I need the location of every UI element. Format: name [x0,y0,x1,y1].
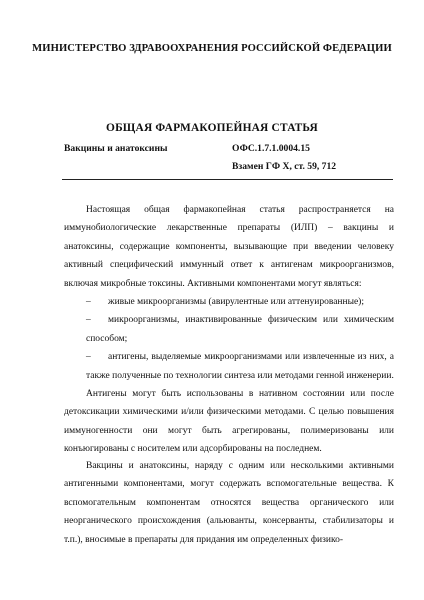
list-dash: – [86,352,91,363]
list-item-text: антигены, выделяемые микроорганизмами или извлеченные из них, а также полученные по технологии синтеза или методами генной инженерии. [86,352,394,381]
ministry-heading: МИНИСТЕРСТВО ЗДРАВООХРАНЕНИЯ РОССИЙСКОЙ ФЕДЕРАЦИИ [32,43,392,54]
header-divider [62,179,393,180]
replaces-note: Взамен ГФ X, ст. 59, 712 [232,161,337,172]
excipients-section [64,457,394,549]
intro-section [64,201,394,385]
list-item-text: живые микроорганизмы (авирулентные или аттенуированные); [108,297,364,308]
list-dash: – [86,315,91,326]
document-title: ОБЩАЯ ФАРМАКОПЕЙНАЯ СТАТЬЯ [106,122,318,134]
excipients-paragraph: Вакцины и анатоксины, наряду с одним или несколькими активными антигенными компонентами, могут содержать вспомогательные вещества. К вспомогательным компонентам относятся вещества органического или неорганического происхождения (альюванты, консерванты, стабилизаторы и т.п.), вносимые в препараты для придания им определенных физико- [64,461,394,545]
antigens-section [64,385,394,459]
list-item [64,311,394,348]
list-item [64,293,394,311]
article-code: ОФС.1.7.1.0004.15 [232,143,310,154]
list-dash: – [86,297,91,308]
antigens-paragraph: Антигены могут быть использованы в нативном состоянии или после детоксикации химическими и/или физическими методами. С целью повышения иммуногенности они могут быть агрегированы, полимеризованы или конъюгированы с носителем или адсорбированы на последнем. [64,389,394,455]
list-item-text: микроорганизмы, инактивированные физическим или химическим способом; [86,315,394,344]
intro-paragraph: Настоящая общая фармакопейная статья распространяется на иммунобиологические лекарственные препараты (ИЛП) – вакцины и анатоксины, содержащие компоненты, вызывающие при введении человеку активный специфический иммунный ответ к антигенам микроорганизмов, включая микробные токсины. Активными компонентами могут являться: [64,205,394,289]
article-subject: Вакцины и анатоксины [64,143,168,154]
list-item [64,348,394,385]
